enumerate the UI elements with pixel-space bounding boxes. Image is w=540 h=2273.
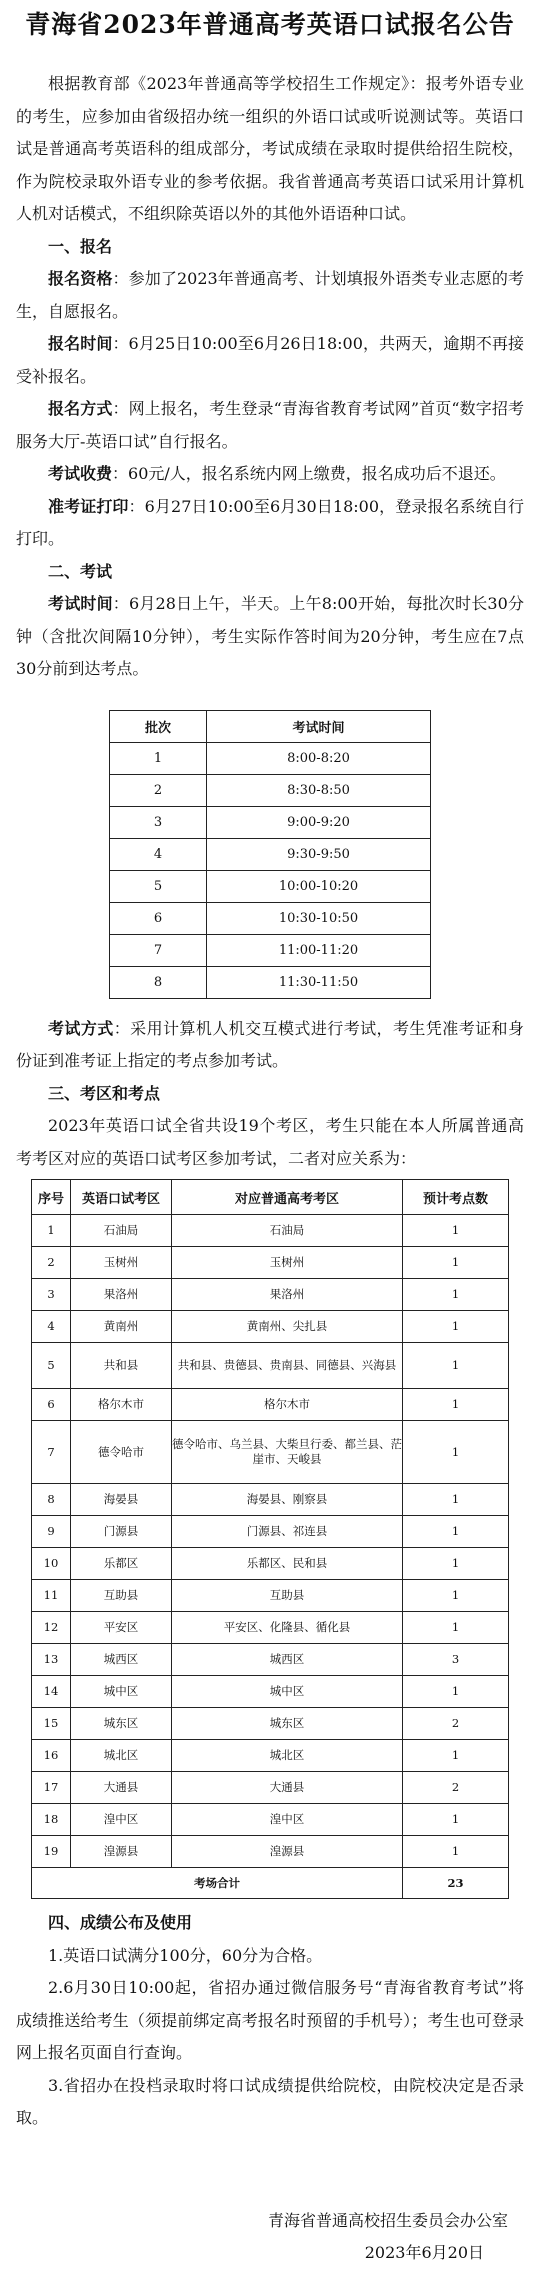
oral-exam-area: 门源县 <box>71 1516 172 1548</box>
area-index: 15 <box>32 1708 71 1740</box>
gaokao-area: 城东区 <box>172 1708 403 1740</box>
site-count: 1 <box>403 1836 509 1868</box>
oral-exam-area: 城东区 <box>71 1708 172 1740</box>
schedule-row <box>110 966 431 998</box>
site-count: 2 <box>403 1772 509 1804</box>
results-item-2: 2.6月30日10:00起，省招办通过微信服务号“青海省教育考试”将成绩推送给考生（须提前绑定高考报名时预留的手机号）；考生也可登录网上报名页面自行查询。 <box>16 1978 524 2062</box>
signature-office: 青海省普通高校招生委员会办公室 <box>267 2210 508 2230</box>
area-index: 14 <box>32 1676 71 1708</box>
batch-time: 9:30-9:50 <box>207 838 431 870</box>
area-index: 19 <box>32 1836 71 1868</box>
batch-number: 1 <box>110 742 207 774</box>
site-count: 1 <box>403 1421 509 1484</box>
site-count: 1 <box>403 1516 509 1548</box>
admission-ticket: 准考证打印：6月27日10:00至6月30日18:00，登录报名系统自行打印。 <box>16 496 524 548</box>
schedule-row <box>110 902 431 934</box>
oral-exam-area: 城北区 <box>71 1740 172 1772</box>
area-index: 10 <box>32 1548 71 1580</box>
oral-exam-area: 大通县 <box>71 1772 172 1804</box>
batch-number: 8 <box>110 966 207 998</box>
gaokao-area: 石油局 <box>172 1215 403 1247</box>
area-index: 7 <box>32 1421 71 1484</box>
site-count: 1 <box>403 1676 509 1708</box>
label-eligibility: 报名资格 <box>48 269 113 288</box>
batch-number: 6 <box>110 902 207 934</box>
site-count: 1 <box>403 1311 509 1343</box>
gaokao-area: 黄南州、尖扎县 <box>172 1311 403 1343</box>
results-item-3: 3.省招办在投档录取时将口试成绩提供给院校，由院校决定是否录取。 <box>16 2075 524 2127</box>
oral-exam-area: 玉树州 <box>71 1247 172 1279</box>
area-row <box>32 1676 509 1708</box>
batch-number: 5 <box>110 870 207 902</box>
area-index: 9 <box>32 1516 71 1548</box>
site-count: 1 <box>403 1215 509 1247</box>
schedule-row <box>110 774 431 806</box>
oral-exam-area: 湟中区 <box>71 1804 172 1836</box>
gaokao-area: 城北区 <box>172 1740 403 1772</box>
oral-exam-area: 德令哈市 <box>71 1421 172 1484</box>
col-batch: 批次 <box>110 710 207 742</box>
site-count: 1 <box>403 1389 509 1421</box>
oral-exam-area: 果洛州 <box>71 1279 172 1311</box>
site-count: 1 <box>403 1612 509 1644</box>
gaokao-area: 门源县、祁连县 <box>172 1516 403 1548</box>
area-row <box>32 1484 509 1516</box>
area-row <box>32 1804 509 1836</box>
section-heading-areas: 三、考区和考点 <box>48 1083 161 1103</box>
area-index: 11 <box>32 1580 71 1612</box>
exam-areas-table <box>31 1179 509 1899</box>
gaokao-area: 平安区、化隆县、循化县 <box>172 1612 403 1644</box>
section-heading-registration: 一、报名 <box>48 236 113 256</box>
registration-fee: 考试收费：60元/人，报名系统内网上缴费，报名成功后不退还。 <box>48 464 506 483</box>
batch-time: 11:30-11:50 <box>207 966 431 998</box>
col-site-count: 预计考点数 <box>403 1180 509 1215</box>
gaokao-area: 互助县 <box>172 1580 403 1612</box>
area-index: 13 <box>32 1644 71 1676</box>
area-row <box>32 1836 509 1868</box>
gaokao-area: 大通县 <box>172 1772 403 1804</box>
total-label: 考场合计 <box>32 1868 403 1899</box>
gaokao-area: 湟中区 <box>172 1804 403 1836</box>
area-index: 8 <box>32 1484 71 1516</box>
batch-number: 2 <box>110 774 207 806</box>
col-index: 序号 <box>32 1180 71 1215</box>
area-row <box>32 1343 509 1389</box>
area-row <box>32 1612 509 1644</box>
schedule-row <box>110 934 431 966</box>
oral-exam-area: 城西区 <box>71 1644 172 1676</box>
batch-time: 10:30-10:50 <box>207 902 431 934</box>
area-row <box>32 1247 509 1279</box>
intro-paragraph: 根据教育部《2023年普通高等学校招生工作规定》：报考外语专业的考生，应参加由省级招办统一组织的外语口试或听说测试等。英语口试是普通高考英语科的组成部分，考试成绩在录取时提供给招生院校，作为院校录取外语专业的参考依据。我省普通高考英语口试采用计算机人机对话模式，不组织除英语以外的其他外语语种口试。 <box>16 74 524 223</box>
area-row <box>32 1215 509 1247</box>
registration-method: 报名方式：网上报名，考生登录“青海省教育考试网”首页“数字招考服务大厅-英语口试”自行报名。 <box>16 399 524 451</box>
site-count: 1 <box>403 1247 509 1279</box>
oral-exam-area: 石油局 <box>71 1215 172 1247</box>
gaokao-area: 海晏县、刚察县 <box>172 1484 403 1516</box>
site-count: 1 <box>403 1343 509 1389</box>
area-row <box>32 1516 509 1548</box>
area-row <box>32 1740 509 1772</box>
gaokao-area: 格尔木市 <box>172 1389 403 1421</box>
total-value: 23 <box>403 1868 509 1899</box>
oral-exam-area: 共和县 <box>71 1343 172 1389</box>
area-index: 2 <box>32 1247 71 1279</box>
area-row <box>32 1580 509 1612</box>
label-exam-time: 考试时间 <box>48 594 113 613</box>
oral-exam-area: 格尔木市 <box>71 1389 172 1421</box>
results-item-1: 1.英语口试满分100分，60分为合格。 <box>48 1945 323 1965</box>
site-count: 2 <box>403 1708 509 1740</box>
gaokao-area: 德令哈市、乌兰县、大柴旦行委、都兰县、茫崖市、天峻县 <box>172 1421 403 1484</box>
batch-time: 8:00-8:20 <box>207 742 431 774</box>
area-index: 4 <box>32 1311 71 1343</box>
registration-eligibility: 报名资格：参加了2023年普通高考、计划填报外语类专业志愿的考生，自愿报名。 <box>16 269 524 321</box>
col-gaokao-area: 对应普通高考考区 <box>172 1180 403 1215</box>
label-format: 考试方式 <box>48 1018 114 1038</box>
area-row <box>32 1772 509 1804</box>
oral-exam-area: 黄南州 <box>71 1311 172 1343</box>
area-row <box>32 1279 509 1311</box>
area-index: 6 <box>32 1389 71 1421</box>
area-index: 5 <box>32 1343 71 1389</box>
area-index: 1 <box>32 1215 71 1247</box>
oral-exam-area: 海晏县 <box>71 1484 172 1516</box>
batch-number: 7 <box>110 934 207 966</box>
oral-exam-area: 互助县 <box>71 1580 172 1612</box>
exam-time: 考试时间：6月28日上午，半天。上午8:00开始，每批次时长30分钟（含批次间隔10分钟），考生实际作答时间为20分钟，考生应在7点30分前到达考点。 <box>16 594 524 678</box>
gaokao-area: 共和县、贵德县、贵南县、同德县、兴海县 <box>172 1343 403 1389</box>
gaokao-area: 玉树州 <box>172 1247 403 1279</box>
area-index: 17 <box>32 1772 71 1804</box>
gaokao-area: 城西区 <box>172 1644 403 1676</box>
label-method: 报名方式 <box>48 399 113 418</box>
schedule-row <box>110 838 431 870</box>
area-row <box>32 1311 509 1343</box>
col-oral-area: 英语口试考区 <box>71 1180 172 1215</box>
area-row <box>32 1644 509 1676</box>
batch-time: 8:30-8:50 <box>207 774 431 806</box>
schedule-body <box>110 742 431 998</box>
site-count: 1 <box>403 1580 509 1612</box>
col-exam-time: 考试时间 <box>207 710 431 742</box>
gaokao-area: 果洛州 <box>172 1279 403 1311</box>
gaokao-area: 乐都区、民和县 <box>172 1548 403 1580</box>
site-count: 3 <box>403 1644 509 1676</box>
site-count: 1 <box>403 1548 509 1580</box>
area-index: 16 <box>32 1740 71 1772</box>
area-row <box>32 1708 509 1740</box>
area-row <box>32 1389 509 1421</box>
label-fee: 考试收费 <box>48 464 113 483</box>
label-ticket: 准考证打印 <box>48 496 129 516</box>
site-count: 1 <box>403 1740 509 1772</box>
site-count: 1 <box>403 1279 509 1311</box>
oral-exam-area: 乐都区 <box>71 1548 172 1580</box>
exam-format: 考试方式：采用计算机人机交互模式进行考试，考生凭准考证和身份证到准考证上指定的考点参加考试。 <box>16 1018 524 1070</box>
site-count: 1 <box>403 1484 509 1516</box>
batch-time: 10:00-10:20 <box>207 870 431 902</box>
areas-paragraph: 2023年英语口试全省共设19个考区，考生只能在本人所属普通高考考区对应的英语口试考区参加考试，二者对应关系为： <box>16 1116 524 1168</box>
schedule-row <box>110 806 431 838</box>
page-title: 青海省2023年普通高考英语口试报名公告 <box>25 10 515 39</box>
area-index: 12 <box>32 1612 71 1644</box>
oral-exam-area: 城中区 <box>71 1676 172 1708</box>
schedule-row <box>110 742 431 774</box>
schedule-row <box>110 870 431 902</box>
area-index: 18 <box>32 1804 71 1836</box>
oral-exam-area: 湟源县 <box>71 1836 172 1868</box>
area-row <box>32 1421 509 1484</box>
areas-body <box>32 1215 509 1868</box>
area-row <box>32 1548 509 1580</box>
site-count: 1 <box>403 1804 509 1836</box>
gaokao-area: 湟源县 <box>172 1836 403 1868</box>
section-heading-results: 四、成绩公布及使用 <box>48 1913 193 1932</box>
signature-date: 2023年6月20日 <box>364 2243 484 2262</box>
batch-number: 3 <box>110 806 207 838</box>
gaokao-area: 城中区 <box>172 1676 403 1708</box>
registration-time: 报名时间：6月25日10:00至6月26日18:00，共两天，逾期不再接受补报名。 <box>16 334 524 386</box>
batch-schedule-table <box>109 710 431 999</box>
label-time: 报名时间 <box>48 334 113 353</box>
batch-time: 11:00-11:20 <box>207 934 431 966</box>
batch-time: 9:00-9:20 <box>207 806 431 838</box>
batch-number: 4 <box>110 838 207 870</box>
section-heading-exam: 二、考试 <box>48 561 113 581</box>
oral-exam-area: 平安区 <box>71 1612 172 1644</box>
area-index: 3 <box>32 1279 71 1311</box>
